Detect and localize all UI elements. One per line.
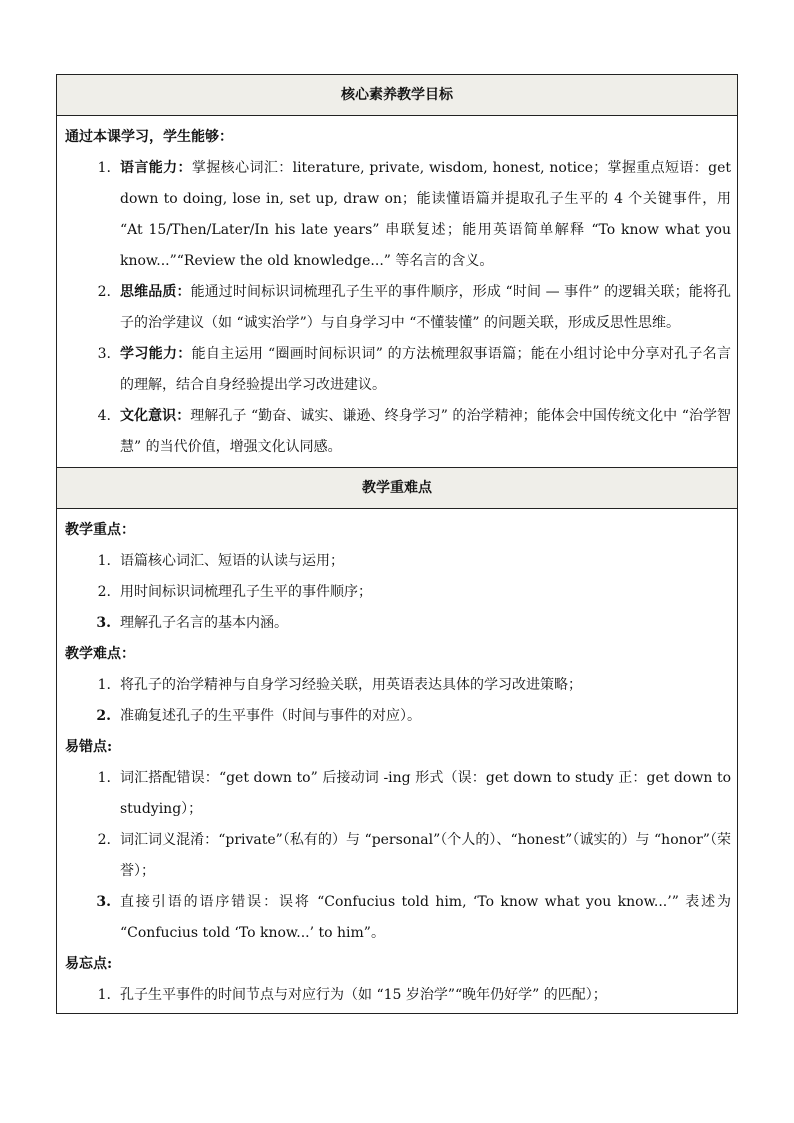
- item-number: 1.: [97, 770, 111, 786]
- item-text: 用时间标识词梳理孔子生平的事件顺序；: [120, 584, 372, 600]
- list-item: [65, 546, 731, 577]
- item-number: 1.: [97, 987, 111, 1003]
- goals-section-title: 核心素养教学目标: [57, 75, 737, 116]
- focus-section-title: 教学重难点: [57, 468, 737, 509]
- goal-item: [65, 277, 731, 339]
- list-item: [65, 825, 731, 887]
- focus-section-body: [57, 509, 737, 1013]
- list-item: [65, 608, 731, 639]
- item-number: 2.: [97, 284, 111, 300]
- difficulties-heading: 教学难点：: [65, 646, 135, 662]
- item-number: 3.: [97, 346, 111, 362]
- goals-intro: 通过本课学习，学生能够：: [65, 129, 233, 145]
- goal-item: [65, 153, 731, 277]
- item-text: 语篇核心词汇、短语的认读与运用；: [120, 553, 344, 569]
- list-item: [65, 887, 731, 949]
- error-prone-heading: 易错点:: [65, 739, 113, 755]
- list-item: [65, 670, 731, 701]
- lesson-plan-table: [56, 74, 738, 1014]
- goals-section-body: [57, 116, 737, 468]
- item-text: 理解孔子名言的基本内涵。: [120, 615, 288, 631]
- goal-lead: 语言能力：: [120, 160, 192, 176]
- goal-item: [65, 339, 731, 401]
- item-text: 词汇搭配错误：“get down to” 后接动词 -ing 形式（误：get down to study 正：get down to studying）；: [120, 770, 731, 817]
- item-number: 1.: [97, 160, 111, 176]
- item-number: 2.: [97, 832, 111, 848]
- item-text: 词汇词义混淆：“private”（私有的）与 “personal”（个人的）、“honest”（诚实的）与 “honor”（荣誉）；: [120, 832, 731, 879]
- item-number: 4.: [97, 408, 111, 424]
- item-number: 2.: [97, 584, 111, 600]
- item-number: 1.: [97, 553, 111, 569]
- item-text: 直接引语的语序错误：误将 “Confucius told him, ‘To know what you know...’” 表述为 “Confucius told ‘To know...’ to him”。: [120, 894, 731, 941]
- item-text: 准确复述孔子的生平事件（时间与事件的对应）。: [120, 708, 421, 724]
- easy-to-forget-heading: 易忘点:: [65, 956, 113, 972]
- goal-text: 能自主运用 “圈画时间标识词” 的方法梳理叙事语篇；能在小组讨论中分享对孔子名言的理解，结合自身经验提出学习改进建议。: [120, 346, 732, 393]
- goal-item: [65, 401, 731, 463]
- goal-lead: 思维品质：: [120, 284, 191, 300]
- goal-text: 能通过时间标识词梳理孔子生平的事件顺序，形成 “时间 — 事件” 的逻辑关联；能将孔子的治学建议（如 “诚实治学”）与自身学习中 “不懂装懂” 的问题关联，形成反思性思维。: [120, 284, 731, 331]
- key-points-heading: 教学重点：: [65, 522, 135, 538]
- list-item: [65, 577, 731, 608]
- list-item: [65, 763, 731, 825]
- item-text: 孔子生平事件的时间节点与对应行为（如 “15 岁治学”“晚年仍好学” 的匹配）；: [120, 987, 607, 1003]
- list-item: [65, 980, 731, 1011]
- goal-lead: 学习能力：: [120, 346, 192, 362]
- item-number: 3.: [96, 615, 111, 631]
- item-text: 将孔子的治学精神与自身学习经验关联，用英语表达具体的学习改进策略；: [120, 677, 582, 693]
- item-number: 1.: [97, 677, 111, 693]
- goal-text: 掌握核心词汇：literature, private, wisdom, honest, notice；掌握重点短语：get down to doing, lose in, set up, draw on；能读懂语篇并提取孔子生平的 4 个关键事件，用 “At 15/Then/Later/In his late years” 串联复述；能用英语简单解释 “To know what you know...”“Review the old knowledge...” 等名言的含义。: [120, 160, 732, 269]
- item-number: 3.: [96, 894, 111, 910]
- goal-text: 理解孔子 “勤奋、诚实、谦逊、终身学习” 的治学精神；能体会中国传统文化中 “治学智慧” 的当代价值，增强文化认同感。: [120, 408, 732, 455]
- list-item: [65, 701, 731, 732]
- goal-lead: 文化意识：: [120, 408, 191, 424]
- item-number: 2.: [96, 708, 111, 724]
